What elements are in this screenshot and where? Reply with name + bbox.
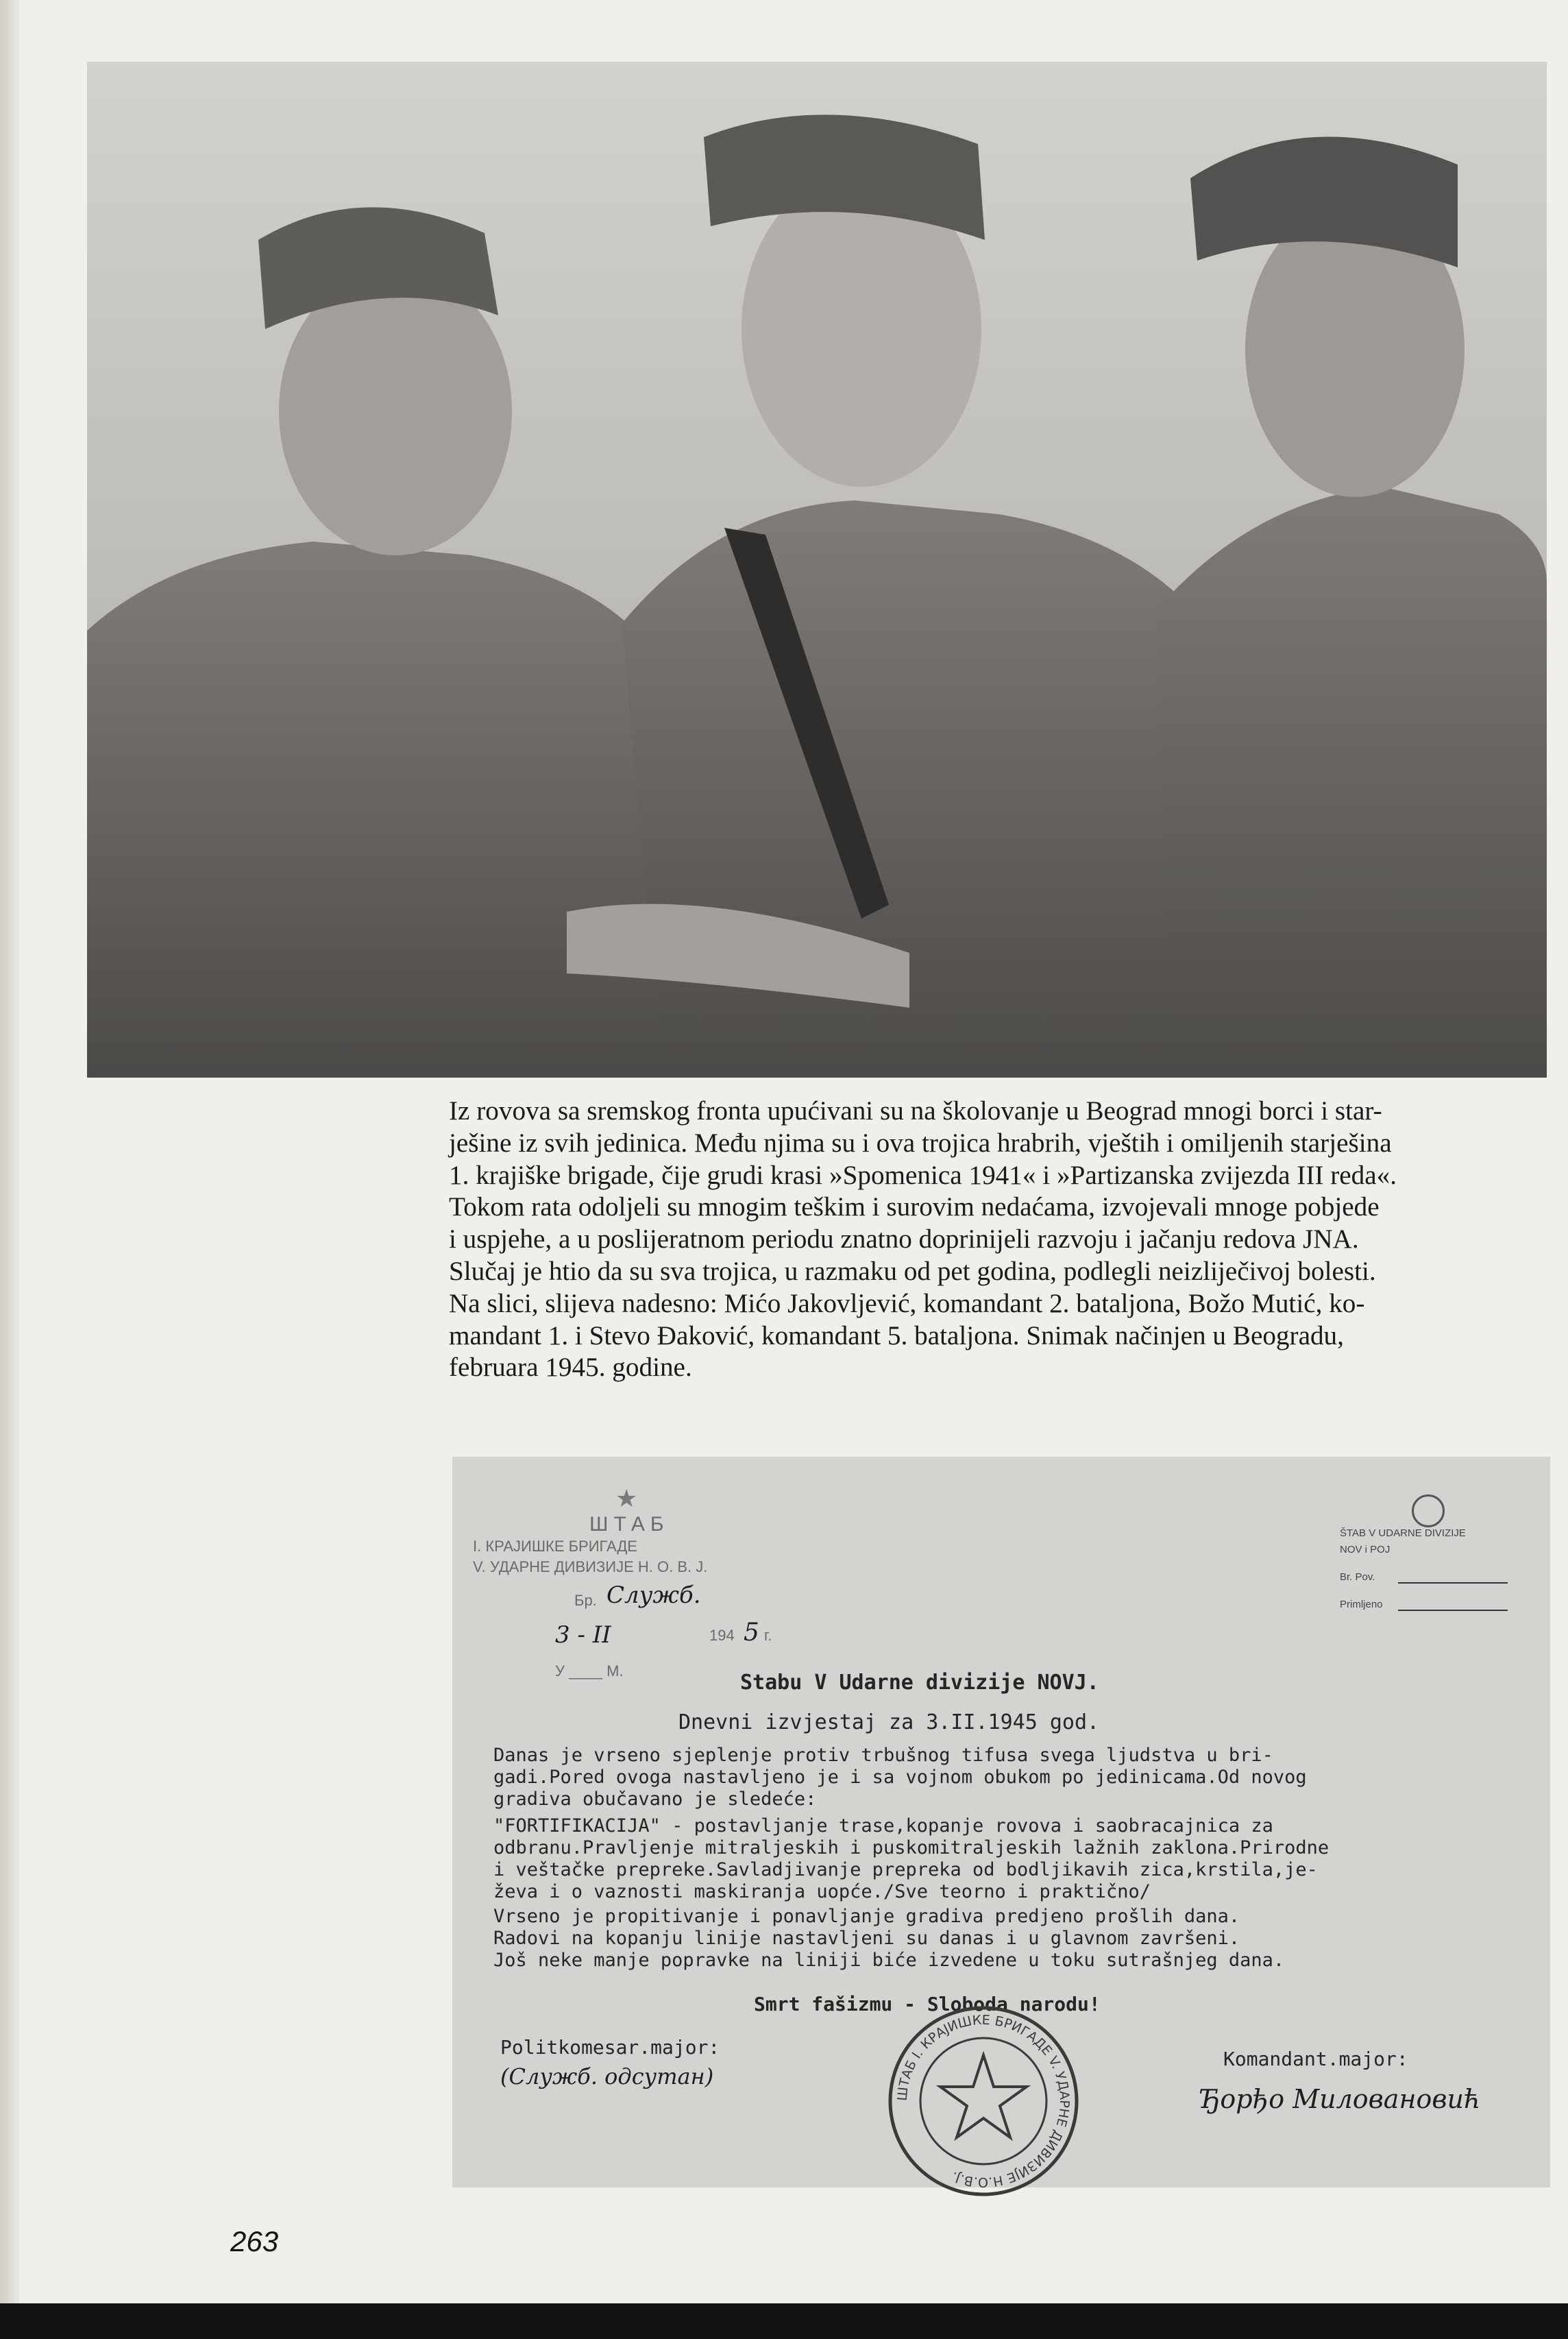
caption-line: ješine iz svih jedinica. Među njima su i ova trojica hrabrih, vještih i omiljenih starješina <box>449 1128 1392 1158</box>
body-line: Radovi na kopanju linije nastavljeni su danas i u glavnom završeni. <box>493 1928 1240 1949</box>
left-signature-value: (Служб. одсутан) <box>500 2063 714 2089</box>
right-signature-value: Ђорђо Миловановић <box>1199 2084 1481 2114</box>
round-seal <box>884 2002 1083 2201</box>
body-line: i veštačke prepreke.Savladjivanje prepreka od bodljikavih zica,krstila,je- <box>493 1859 1318 1880</box>
body-line: gadi.Pored ovoga nastavljeno je i sa vojnom obukom po jedinicama.Od novog <box>493 1767 1307 1788</box>
header-star-icon: ★ <box>615 1484 638 1512</box>
page-edge-shadow <box>0 0 19 2339</box>
caption-line: mandant 1. i Stevo Đaković, komandant 5. bataljona. Snimak načinjen u Beogradu, <box>449 1320 1344 1350</box>
right-soldier-uniform <box>1156 487 1547 1078</box>
caption-line: februara 1945. godine. <box>449 1353 692 1383</box>
emblem-icon <box>1412 1494 1445 1527</box>
scan-bottom-edge <box>0 2303 1568 2339</box>
caption-line: Iz rovova sa sremskog fronta upućivani su na školovanje u Beograd mnogi borci i star- <box>449 1096 1382 1126</box>
addressee: Stabu V Udarne divizije NOVJ. <box>740 1671 1099 1695</box>
header-line-3: V. УДАРНЕ ДИВИЗИЈЕ Н. О. В. Ј. <box>473 1558 708 1575</box>
seal-text: ШТАБ I. КРАЈИШКЕ БРИГАДЕ V. УДАРНЕ ДИВИЗИЈЕ Н.О.В.Ј. <box>894 2012 1073 2190</box>
year-value: 5 <box>744 1619 759 1647</box>
closing-salute: Smrt fašizmu - Sloboda narodu! <box>754 1993 1101 2015</box>
broj-value: Служб. <box>607 1581 701 1609</box>
right-signature-label: Komandant.major: <box>1223 2048 1408 2070</box>
left-soldier-uniform <box>87 542 683 1078</box>
body-line: odbranu.Pravljenje mitraljeskih i puskomitraljeskih lažnih zaklona.Prirodne <box>493 1837 1330 1858</box>
typed-report-document <box>452 1457 1550 2190</box>
stamp-line-1: ŠTAB V UDARNE DIVIZIJE <box>1340 1527 1466 1539</box>
body-line: ževa i o vaznosti maskiranja uopće./Sve teorno i praktično/ <box>493 1881 1151 1902</box>
caption-line: i uspjehe, a u poslijeratnom periodu znatno doprinijeli razvoju i jačanju redova JNA. <box>449 1224 1359 1255</box>
stamp-line-4: Primljeno <box>1340 1599 1383 1610</box>
caption-line: Slučaj je htio da su sva trojica, u razmaku od pet godina, podlegli neizliječivoj bolesti. <box>449 1256 1376 1286</box>
caption-line: Na slici, slijeva nadesno: Mićo Jakovljević, komandant 2. bataljona, Božo Mutić, ko- <box>449 1288 1365 1318</box>
left-signature-label: Politkomesar.major: <box>500 2036 720 2059</box>
date-value: 3 - II <box>555 1621 611 1649</box>
year-suffix: г. <box>764 1627 772 1644</box>
broj-label: Бр. <box>574 1592 597 1609</box>
body-line: "FORTIFIKACIJA" - postavljanje trase,kopanje rovova i saobracajnica za <box>493 1815 1273 1837</box>
photo-illustration <box>87 62 1547 1078</box>
body-line: Vrseno je propitivanje i ponavljanje gradiva predjeno prošlih dana. <box>493 1906 1240 1927</box>
report-title: Dnevni izvjestaj za 3.II.1945 god. <box>678 1710 1100 1734</box>
caption-line: 1. krajiške brigade, čije grudi krasi »Spomenica 1941« i »Partizanska zvijezda III reda«. <box>449 1160 1397 1190</box>
body-line: gradiva obučavano je sledeće: <box>493 1789 817 1810</box>
caption-line: Tokom rata odoljeli su mnogim teškim i surovim nedaćama, izvojevali mnoge pobjede <box>449 1192 1380 1222</box>
stamp-line-2: NOV i POJ <box>1340 1544 1391 1555</box>
seal-star-icon <box>940 2055 1027 2137</box>
header-line-2: I. КРАЈИШКЕ БРИГАДЕ <box>473 1538 637 1555</box>
body-line: Danas je vrseno sjeplenje protiv trbušnog tifusa svega ljudstva u bri- <box>493 1745 1273 1766</box>
portrait-photograph <box>87 62 1547 1078</box>
photo-caption <box>449 1095 1551 1384</box>
year-label: 194 <box>709 1627 735 1644</box>
stamp-line-3: Br. Pov. <box>1340 1571 1375 1583</box>
stamp-rule-1 <box>1398 1582 1508 1584</box>
header-line-1: ШТАБ <box>589 1513 670 1536</box>
stamp-rule-2 <box>1398 1610 1508 1611</box>
seal-graphic <box>884 2002 1083 2201</box>
body-line: Još neke manje popravke na liniji biće izvedene u toku sutrašnjeg dana. <box>493 1950 1285 1971</box>
page-number: 263 <box>230 2225 279 2257</box>
received-stamp <box>1340 1494 1515 1632</box>
place-line: У ____ М. <box>555 1662 624 1680</box>
